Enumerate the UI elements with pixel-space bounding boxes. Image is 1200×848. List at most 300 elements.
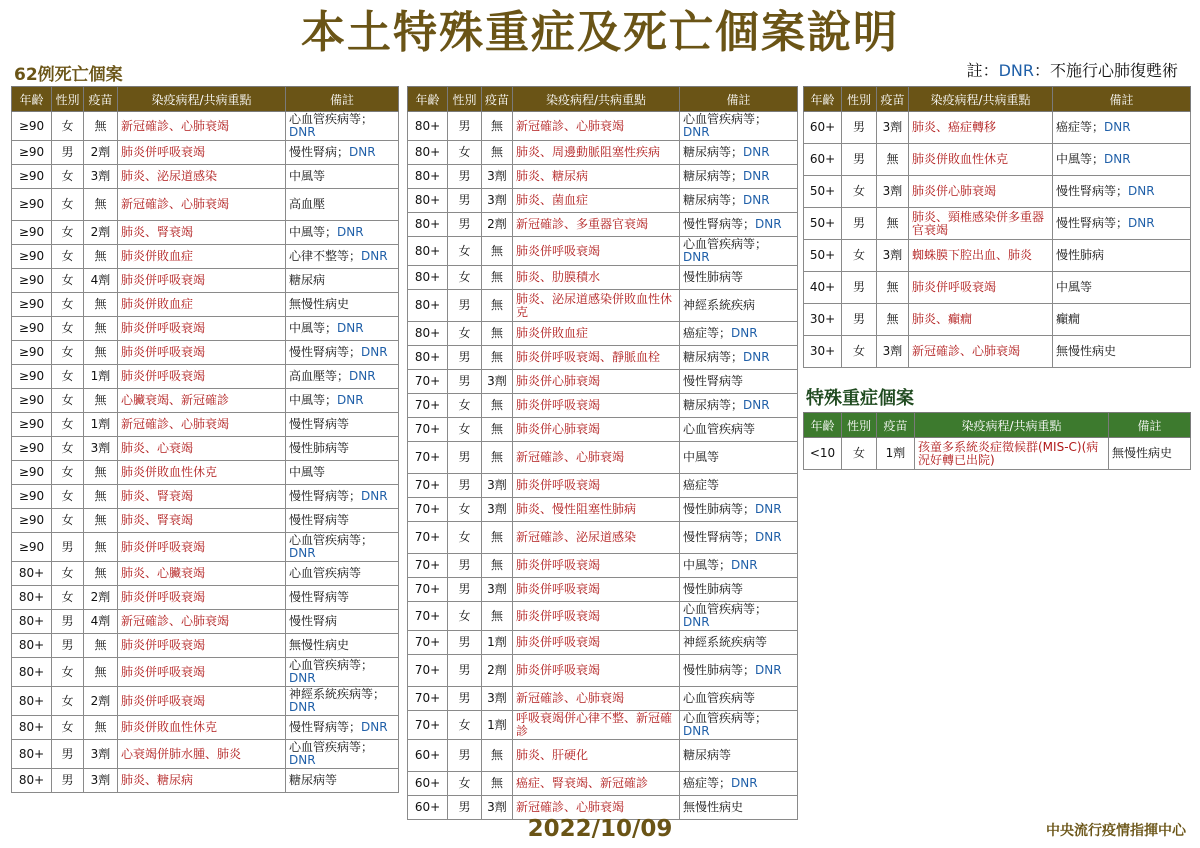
cell-sex: 男: [448, 687, 482, 711]
cell-remark: [680, 474, 798, 498]
table-row: [12, 610, 399, 634]
table-row: [408, 266, 798, 290]
dnr-flag: DNR: [361, 249, 388, 263]
header-remark: 備註: [286, 87, 399, 112]
cell-age: 80+: [12, 658, 52, 687]
cell-sex: 男: [448, 631, 482, 655]
dnr-flag: DNR: [1104, 120, 1131, 134]
remark-text: 神經系統疾病等；: [289, 687, 386, 701]
cell-sex: 男: [52, 533, 84, 562]
dnr-flag: DNR: [683, 125, 710, 139]
dnr-flag: DNR: [683, 250, 710, 264]
cell-age: 80+: [408, 189, 448, 213]
cell-course: 肺炎、心衰竭: [118, 437, 286, 461]
table-row: [408, 522, 798, 554]
cell-vaccine: 無: [877, 304, 909, 336]
cell-vaccine: 無: [877, 144, 909, 176]
table-row: [12, 413, 399, 437]
cell-age: 80+: [12, 740, 52, 769]
table-row: [408, 394, 798, 418]
cell-vaccine: 無: [482, 602, 513, 631]
cell-age: ≥90: [12, 437, 52, 461]
cell-remark: [680, 322, 798, 346]
cell-remark: [286, 437, 399, 461]
cell-course: 肺炎併呼吸衰竭: [118, 365, 286, 389]
cell-age: 70+: [408, 498, 448, 522]
remark-text: 癌症等: [683, 478, 720, 492]
cell-age: ≥90: [12, 365, 52, 389]
cell-vaccine: 1劑: [84, 365, 118, 389]
cell-remark: [286, 533, 399, 562]
remark-text: 心血管疾病等；: [683, 711, 768, 725]
table-row: [408, 346, 798, 370]
cell-vaccine: 無: [84, 189, 118, 221]
cell-sex: 男: [448, 554, 482, 578]
cell-age: 70+: [408, 442, 448, 474]
cell-vaccine: 無: [84, 634, 118, 658]
cell-vaccine: 無: [84, 509, 118, 533]
cell-age: 80+: [12, 687, 52, 716]
remark-text: 糖尿病等；: [683, 169, 744, 183]
header-remark: 備註: [1053, 87, 1191, 112]
dnr-flag: DNR: [755, 502, 782, 516]
table-row: [408, 772, 798, 796]
death-table-2: [407, 86, 798, 820]
table-row: [804, 144, 1191, 176]
cell-sex: 女: [52, 365, 84, 389]
cell-age: 30+: [804, 304, 842, 336]
cell-course: 心臟衰竭、新冠確診: [118, 389, 286, 413]
cell-age: ≥90: [12, 461, 52, 485]
table-row: [408, 498, 798, 522]
remark-text: 心血管疾病等；: [683, 602, 768, 616]
dnr-flag: DNR: [743, 169, 770, 183]
dnr-flag: DNR: [755, 217, 782, 231]
dnr-flag: DNR: [349, 369, 376, 383]
cell-course: 肺炎併呼吸衰竭: [118, 269, 286, 293]
remark-text: 中風等；: [289, 321, 338, 335]
remark-text: 高血壓: [289, 197, 326, 211]
cell-sex: 女: [448, 522, 482, 554]
cell-remark: [286, 141, 399, 165]
remark-text: 癌症等；: [683, 326, 732, 340]
cell-course: 肺炎、癲癇: [909, 304, 1053, 336]
dnr-flag: DNR: [337, 225, 364, 239]
header-course: 染疫病程/共病重點: [513, 87, 680, 112]
cell-age: 70+: [408, 370, 448, 394]
remark-text: 糖尿病等；: [683, 193, 744, 207]
cell-course: 肺炎併敗血性休克: [118, 716, 286, 740]
cell-course: 肺炎併呼吸衰竭: [118, 658, 286, 687]
cell-sex: 男: [448, 290, 482, 322]
cell-remark: [286, 509, 399, 533]
cell-sex: 男: [448, 165, 482, 189]
header-remark: 備註: [680, 87, 798, 112]
cell-sex: 女: [448, 394, 482, 418]
dnr-flag: DNR: [1128, 184, 1155, 198]
table-row: [12, 562, 399, 586]
cell-remark: [286, 687, 399, 716]
cell-remark: [680, 772, 798, 796]
cell-course: 肺炎併心肺衰竭: [909, 176, 1053, 208]
cell-remark: [286, 634, 399, 658]
cell-remark: [680, 394, 798, 418]
cell-age: ≥90: [12, 165, 52, 189]
cell-sex: 男: [842, 304, 877, 336]
death-table-3: [803, 86, 1191, 368]
table-row: [12, 769, 399, 793]
cell-remark: [1053, 144, 1191, 176]
header-sex: 性別: [842, 413, 877, 438]
cell-age: 70+: [408, 602, 448, 631]
remark-text: 癌症等；: [1056, 120, 1105, 134]
cell-sex: 男: [448, 474, 482, 498]
remark-text: 神經系統疾病等: [683, 635, 768, 649]
cell-sex: 女: [448, 711, 482, 740]
cell-age: 80+: [408, 346, 448, 370]
cell-course: 肺炎、頸椎感染併多重器官衰竭: [909, 208, 1053, 240]
cell-vaccine: 無: [84, 716, 118, 740]
cell-vaccine: 無: [482, 346, 513, 370]
cell-remark: [286, 165, 399, 189]
header-vaccine: 疫苗: [84, 87, 118, 112]
cell-remark: [680, 602, 798, 631]
table-row: [804, 272, 1191, 304]
cell-sex: 女: [448, 237, 482, 266]
table-row: [408, 112, 798, 141]
header-vaccine: 疫苗: [877, 413, 915, 438]
cell-sex: 男: [842, 208, 877, 240]
cell-age: ≥90: [12, 112, 52, 141]
cell-course: 新冠確診、心肺衰竭: [118, 610, 286, 634]
cell-course: 肺炎併敗血症: [118, 245, 286, 269]
cell-vaccine: 3劑: [877, 240, 909, 272]
cell-remark: [286, 189, 399, 221]
cell-remark: [680, 655, 798, 687]
cell-remark: [286, 221, 399, 245]
cell-age: 50+: [804, 208, 842, 240]
table-row: [12, 586, 399, 610]
table-row: [12, 293, 399, 317]
dnr-flag: DNR: [349, 145, 376, 159]
note-prefix: 註：: [966, 61, 999, 80]
cell-vaccine: 3劑: [877, 112, 909, 144]
cell-vaccine: 無: [482, 112, 513, 141]
cell-course: 肺炎、肝硬化: [513, 740, 680, 772]
cell-sex: 男: [52, 740, 84, 769]
cell-age: 60+: [408, 772, 448, 796]
cell-course: 肺炎併心肺衰竭: [513, 418, 680, 442]
table-row: [12, 341, 399, 365]
header-age: 年齡: [804, 87, 842, 112]
dnr-flag: DNR: [289, 753, 316, 767]
report-date: 2022/10/09: [527, 816, 673, 842]
cell-vaccine: 3劑: [84, 165, 118, 189]
remark-text: 慢性腎病；: [289, 145, 350, 159]
death-table-1: [11, 86, 399, 793]
cell-age: 70+: [408, 631, 448, 655]
remark-text: 慢性腎病等: [289, 590, 350, 604]
cell-sex: 女: [52, 413, 84, 437]
cell-remark: [680, 266, 798, 290]
cell-remark: [286, 562, 399, 586]
table-row: [12, 221, 399, 245]
table-row: [12, 437, 399, 461]
table-row: [12, 687, 399, 716]
table-row: [804, 112, 1191, 144]
table-row: [408, 322, 798, 346]
cell-sex: 女: [52, 165, 84, 189]
dnr-flag: DNR: [289, 700, 316, 714]
cell-sex: 男: [448, 578, 482, 602]
cell-remark: [286, 586, 399, 610]
cell-remark: [1053, 240, 1191, 272]
cell-sex: 男: [448, 442, 482, 474]
cell-sex: 女: [52, 189, 84, 221]
cell-vaccine: 無: [482, 740, 513, 772]
header-age: 年齡: [804, 413, 842, 438]
cell-age: ≥90: [12, 317, 52, 341]
cell-age: 80+: [408, 266, 448, 290]
cell-age: ≥90: [12, 341, 52, 365]
cell-sex: 女: [52, 509, 84, 533]
cell-course: 肺炎併心肺衰竭: [513, 370, 680, 394]
remark-text: 慢性肺病等；: [683, 663, 756, 677]
table-row: [12, 461, 399, 485]
cell-course: 肺炎併呼吸衰竭: [909, 272, 1053, 304]
cell-age: 70+: [408, 578, 448, 602]
cell-course: 新冠確診、心肺衰竭: [513, 687, 680, 711]
cell-sex: 男: [842, 272, 877, 304]
cell-remark: [286, 413, 399, 437]
cell-age: 80+: [408, 237, 448, 266]
cell-course: 肺炎併呼吸衰竭: [513, 655, 680, 687]
remark-text: 高血壓等；: [289, 369, 350, 383]
cell-remark: [680, 442, 798, 474]
cell-course: 肺炎、糖尿病: [118, 769, 286, 793]
remark-text: 無慢性病史: [289, 638, 350, 652]
severe-table: [803, 412, 1191, 470]
table-row: [408, 602, 798, 631]
remark-text: 中風等；: [1056, 152, 1105, 166]
table-row: [804, 240, 1191, 272]
table-row: [12, 389, 399, 413]
cell-age: 60+: [408, 796, 448, 820]
dnr-flag: DNR: [743, 193, 770, 207]
cell-course: 肺炎、心臟衰竭: [118, 562, 286, 586]
cell-sex: 男: [52, 634, 84, 658]
cell-course: 新冠確診、心肺衰竭: [118, 413, 286, 437]
remark-text: 心血管疾病等: [289, 566, 362, 580]
table-row: [408, 141, 798, 165]
dnr-flag: DNR: [755, 530, 782, 544]
dnr-flag: DNR: [683, 724, 710, 738]
cell-age: ≥90: [12, 293, 52, 317]
note-suffix: ：不施行心肺復甦術: [1033, 61, 1178, 80]
cell-vaccine: 無: [482, 290, 513, 322]
table-row: [12, 533, 399, 562]
table-row: [12, 141, 399, 165]
cell-age: 80+: [408, 141, 448, 165]
cell-sex: 女: [52, 562, 84, 586]
cell-vaccine: 3劑: [482, 578, 513, 602]
remark-text: 慢性肺病等: [683, 582, 744, 596]
cell-vaccine: 無: [84, 658, 118, 687]
remark-text: 糖尿病: [289, 273, 326, 287]
cell-remark: [1053, 336, 1191, 368]
cell-sex: 女: [842, 176, 877, 208]
cell-course: 肺炎、菌血症: [513, 189, 680, 213]
dnr-flag: DNR: [743, 145, 770, 159]
remark-text: 慢性腎病等；: [683, 217, 756, 231]
dnr-flag: DNR: [743, 398, 770, 412]
remark-text: 無慢性病史: [1056, 344, 1117, 358]
cell-vaccine: 3劑: [482, 165, 513, 189]
cell-vaccine: 無: [84, 562, 118, 586]
cell-course: 肺炎、糖尿病: [513, 165, 680, 189]
cell-remark: [286, 769, 399, 793]
cell-vaccine: 3劑: [84, 769, 118, 793]
remark-text: 中風等: [289, 169, 326, 183]
cell-course: 肺炎併敗血性休克: [909, 144, 1053, 176]
remark-text: 心血管疾病等；: [683, 237, 768, 251]
cell-vaccine: 1劑: [482, 711, 513, 740]
cell-age: 70+: [408, 394, 448, 418]
table-row: [12, 269, 399, 293]
cell-vaccine: 3劑: [482, 687, 513, 711]
header-course: 染疫病程/共病重點: [909, 87, 1053, 112]
cell-age: 70+: [408, 554, 448, 578]
cell-remark: [286, 317, 399, 341]
cell-age: ≥90: [12, 221, 52, 245]
table-row: [408, 418, 798, 442]
cell-course: 肺炎、腎衰竭: [118, 221, 286, 245]
cell-age: <10: [804, 438, 842, 470]
cell-remark: [1053, 304, 1191, 336]
remark-text: 慢性腎病等；: [683, 530, 756, 544]
severe-cases-heading: 特殊重症個案: [806, 388, 914, 409]
cell-sex: 女: [448, 266, 482, 290]
cell-course: 新冠確診、心肺衰竭: [513, 796, 680, 820]
cell-course: 肺炎併呼吸衰竭: [513, 554, 680, 578]
cell-sex: 女: [52, 245, 84, 269]
dnr-flag: DNR: [361, 345, 388, 359]
cell-vaccine: 2劑: [482, 655, 513, 687]
cell-remark: [680, 631, 798, 655]
table-row: [408, 213, 798, 237]
cell-remark: [680, 141, 798, 165]
cell-age: ≥90: [12, 389, 52, 413]
dnr-flag: DNR: [1128, 216, 1155, 230]
cell-sex: 男: [448, 213, 482, 237]
cell-remark: [286, 658, 399, 687]
cell-vaccine: 3劑: [482, 474, 513, 498]
cell-remark: [1053, 112, 1191, 144]
table-row: [408, 631, 798, 655]
cell-vaccine: 2劑: [84, 141, 118, 165]
cell-course: 新冠確診、心肺衰竭: [909, 336, 1053, 368]
table-row: [408, 554, 798, 578]
cell-remark: [286, 610, 399, 634]
remark-text: 糖尿病等；: [683, 398, 744, 412]
remark-text: 心血管疾病等；: [289, 658, 374, 672]
cell-course: 肺炎併呼吸衰竭: [513, 394, 680, 418]
cell-age: 50+: [804, 240, 842, 272]
cell-age: 40+: [804, 272, 842, 304]
cell-vaccine: 4劑: [84, 610, 118, 634]
remark-text: 心血管疾病等: [683, 422, 756, 436]
cell-course: 心衰竭併肺水腫、肺炎: [118, 740, 286, 769]
cell-remark: [286, 293, 399, 317]
remark-text: 慢性肺病等: [289, 441, 350, 455]
table-header-row: [12, 87, 399, 112]
cell-sex: 女: [52, 221, 84, 245]
cell-sex: 女: [52, 461, 84, 485]
cell-remark: [1053, 208, 1191, 240]
cell-remark: [680, 687, 798, 711]
dnr-flag: DNR: [337, 321, 364, 335]
remark-text: 中風等: [289, 465, 326, 479]
cell-remark: [680, 740, 798, 772]
cell-course: 肺炎、肋膜積水: [513, 266, 680, 290]
table-row: [12, 740, 399, 769]
cell-vaccine: 無: [482, 322, 513, 346]
cell-sex: 女: [52, 389, 84, 413]
cell-vaccine: 無: [482, 522, 513, 554]
cell-sex: 女: [842, 438, 877, 470]
table-row: [408, 578, 798, 602]
cell-age: ≥90: [12, 141, 52, 165]
cell-sex: 女: [52, 269, 84, 293]
table-row: [408, 370, 798, 394]
cell-sex: 男: [448, 370, 482, 394]
cell-remark: [680, 498, 798, 522]
cell-sex: 女: [448, 498, 482, 522]
remark-text: 慢性腎病等: [289, 417, 350, 431]
cell-course: 肺炎併呼吸衰竭: [118, 141, 286, 165]
cell-vaccine: 3劑: [877, 176, 909, 208]
table-row: [408, 290, 798, 322]
cell-sex: 男: [448, 346, 482, 370]
cell-course: 肺炎併呼吸衰竭: [118, 317, 286, 341]
cell-vaccine: 3劑: [84, 740, 118, 769]
remark-text: 心律不整等；: [289, 249, 362, 263]
cell-vaccine: 1劑: [877, 438, 915, 470]
death-cases-heading: 62例死亡個案: [14, 65, 123, 85]
cell-age: ≥90: [12, 245, 52, 269]
cell-course: 肺炎、泌尿道感染: [118, 165, 286, 189]
header-age: 年齡: [408, 87, 448, 112]
cell-remark: [286, 341, 399, 365]
remark-text: 慢性肺病等；: [683, 502, 756, 516]
cell-remark: [286, 461, 399, 485]
remark-text: 中風等: [683, 450, 720, 464]
cell-course: 肺炎、慢性阻塞性肺病: [513, 498, 680, 522]
cell-course: 新冠確診、心肺衰竭: [513, 112, 680, 141]
table-row: [12, 165, 399, 189]
table-row: [12, 509, 399, 533]
cell-age: 70+: [408, 687, 448, 711]
table-row: [408, 740, 798, 772]
cell-sex: 女: [842, 336, 877, 368]
cell-sex: 女: [448, 418, 482, 442]
cell-sex: 男: [448, 112, 482, 141]
cell-course: 新冠確診、心肺衰竭: [118, 189, 286, 221]
header-sex: 性別: [842, 87, 877, 112]
table-row: [408, 711, 798, 740]
cell-age: ≥90: [12, 509, 52, 533]
cell-sex: 女: [52, 112, 84, 141]
